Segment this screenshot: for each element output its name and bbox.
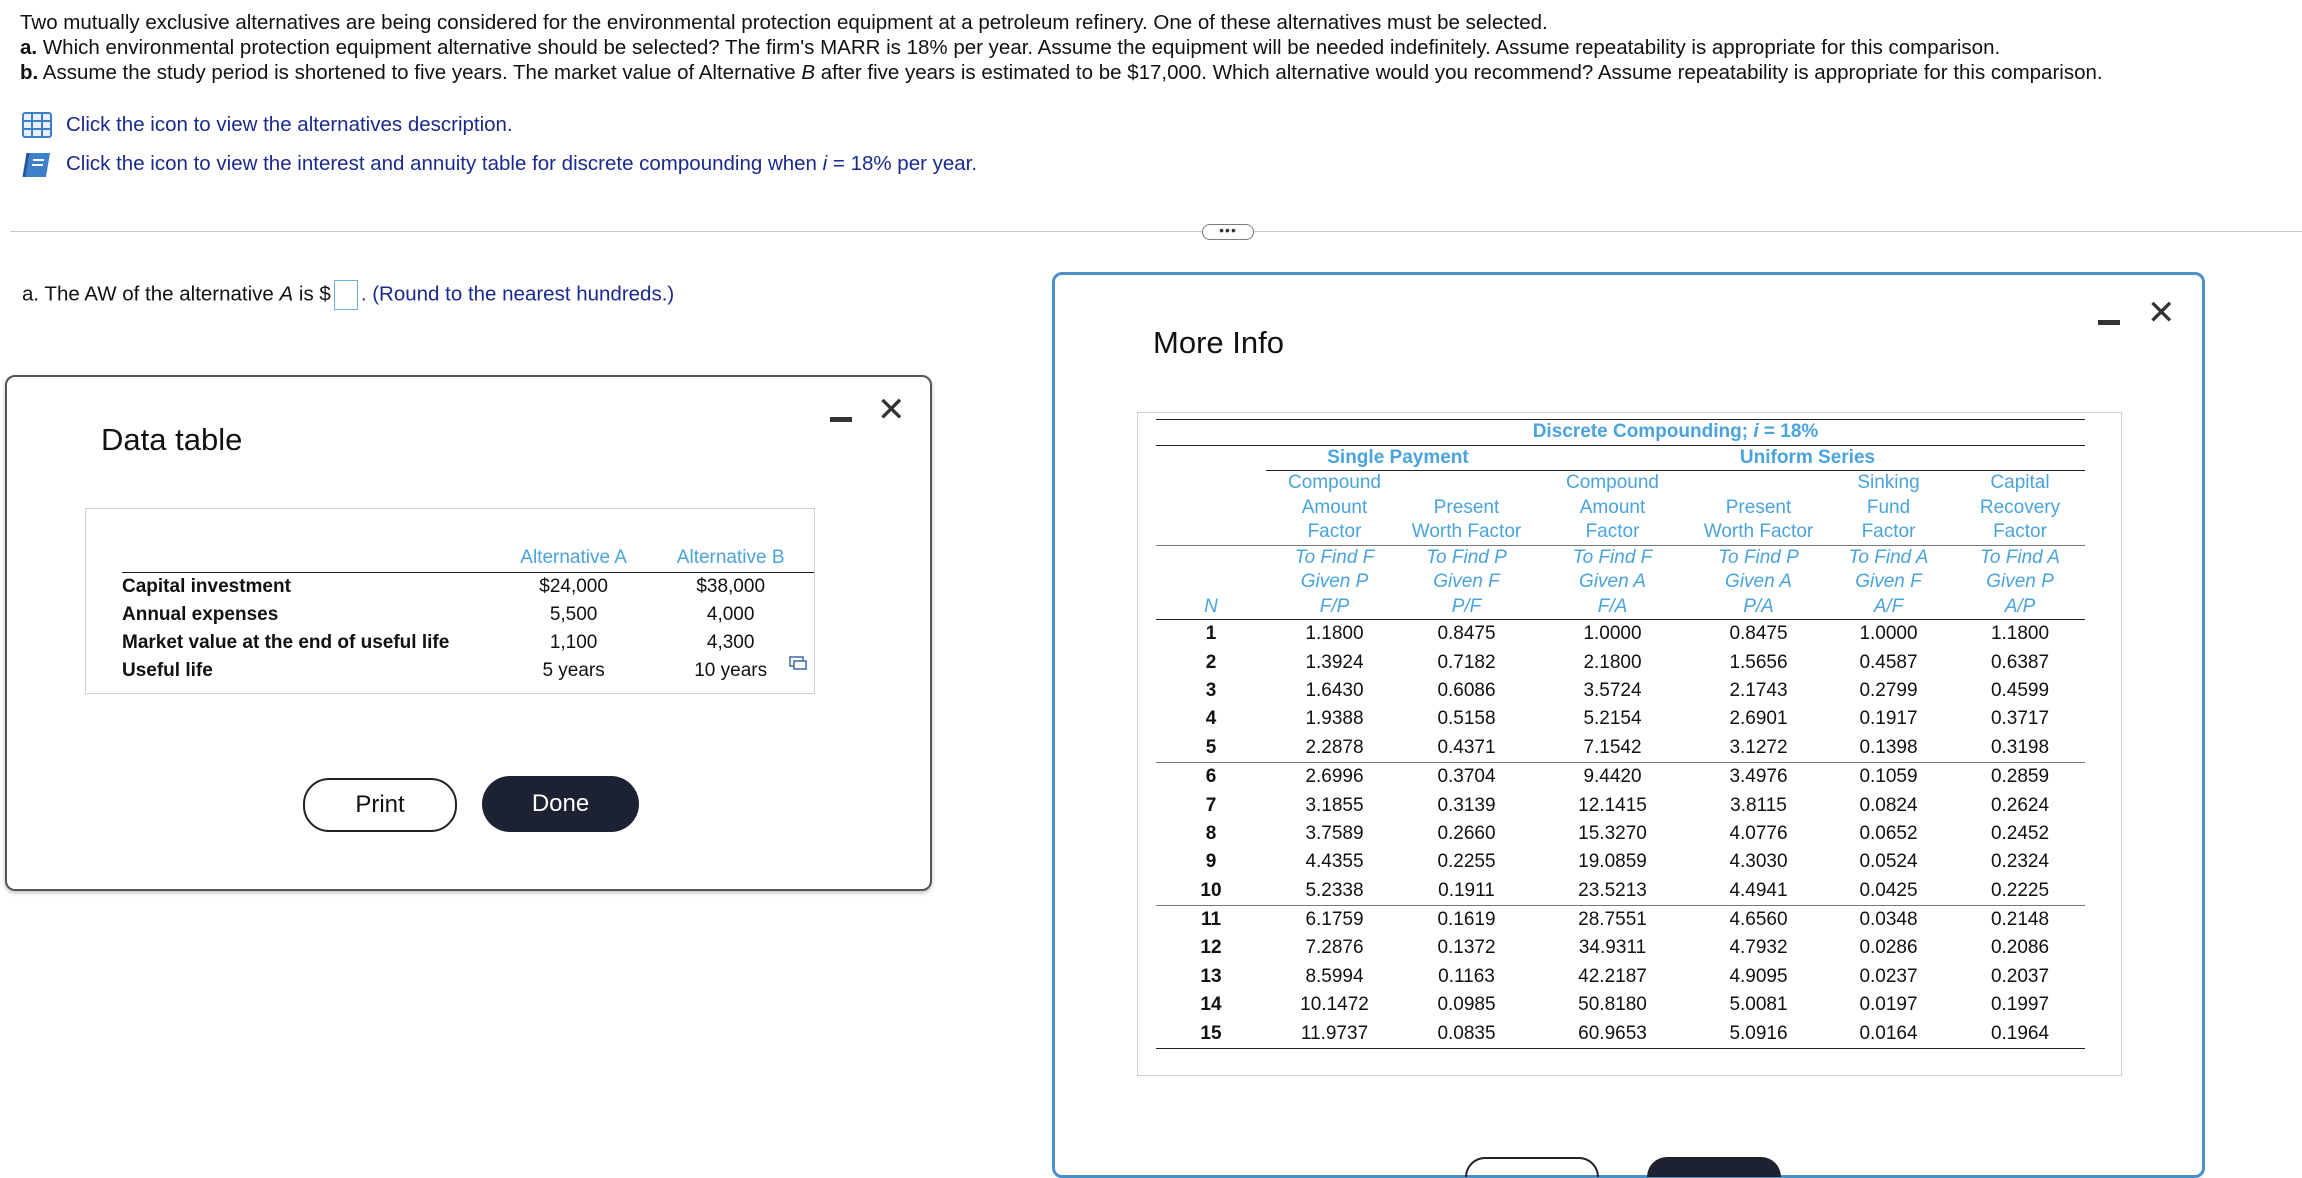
factor-cell: 5.2338	[1266, 877, 1403, 906]
period-cell: 4	[1205, 708, 1217, 730]
period-cell: 10	[1156, 877, 1266, 906]
factor-cell: 1.0000	[1583, 623, 1642, 645]
table-row	[1156, 820, 2085, 848]
dialog-title: Data table	[101, 422, 243, 457]
group-uniform-series: Uniform Series	[1530, 445, 2085, 471]
factor-cell: 0.2086	[1990, 937, 2050, 959]
table-row: Useful life 5 years 10 years	[122, 660, 768, 681]
minimize-icon[interactable]	[2098, 320, 2120, 325]
period-cell: 15	[1156, 1019, 1266, 1048]
factor-cell: 0.2225	[1955, 877, 2085, 906]
header-alternative-a: Alternative A	[500, 544, 647, 573]
factor-cell: 0.2660	[1437, 822, 1496, 844]
factor-cell: 1.1800	[1305, 623, 1364, 645]
header-alternative-b: Alternative B	[647, 544, 814, 573]
factor-cell: 0.3704	[1437, 766, 1496, 788]
factor-cell: 28.7551	[1578, 909, 1647, 931]
n-header: N	[1156, 545, 1266, 620]
factor-cell: 5.2154	[1583, 708, 1642, 730]
period-cell: 8	[1205, 822, 1217, 844]
factor-cell: 0.1964	[1955, 1019, 2085, 1048]
factor-cell: 0.0348	[1859, 909, 1918, 931]
factor-cell: 4.4355	[1305, 851, 1364, 873]
table-row	[1156, 791, 2085, 819]
close-icon[interactable]: ✕	[2147, 294, 2176, 332]
factor-cell: 0.0824	[1859, 794, 1918, 816]
table-title: Discrete Compounding; i = 18%	[1266, 420, 2085, 446]
factor-cell: 0.1619	[1437, 909, 1496, 931]
factor-cell: 0.5158	[1437, 708, 1496, 730]
table-row	[1156, 677, 2085, 705]
table-row: Capital investment $24,000 $38,000	[122, 576, 766, 597]
factor-cell: 0.8475	[1437, 623, 1496, 645]
alternatives-link[interactable]: Click the icon to view the alternatives description.	[22, 112, 513, 138]
factor-cell: 0.0985	[1437, 994, 1496, 1016]
factor-cell: 0.1917	[1859, 708, 1918, 730]
factor-cell: 0.2324	[1990, 851, 2050, 873]
group-single-payment: Single Payment	[1266, 445, 1530, 471]
table-row	[1156, 848, 2085, 876]
factor-cell: 23.5213	[1530, 877, 1695, 906]
period-cell: 5	[1156, 734, 1266, 763]
factor-cell: 6.1759	[1305, 909, 1364, 931]
factor-cell: 0.8475	[1729, 623, 1788, 645]
factor-cell: 2.6996	[1305, 766, 1364, 788]
factor-cell: 0.2452	[1990, 822, 2050, 844]
factor-cell: 0.3139	[1437, 794, 1496, 816]
factor-cell: 0.2037	[1990, 965, 2050, 987]
factor-cell: 2.1743	[1729, 679, 1788, 701]
factor-cell: 0.1372	[1437, 937, 1496, 959]
factor-cell: 2.6901	[1729, 708, 1788, 730]
period-cell: 3	[1205, 679, 1217, 701]
table-grid-icon[interactable]	[22, 112, 52, 138]
factor-cell: 1.1800	[1990, 623, 2050, 645]
factor-cell: 4.0776	[1729, 822, 1788, 844]
factor-cell: 3.4976	[1729, 766, 1788, 788]
minimize-icon[interactable]	[830, 417, 852, 422]
factor-cell: 0.3198	[1955, 734, 2085, 763]
period-cell: 12	[1200, 937, 1222, 959]
factor-cell: 10.1472	[1300, 994, 1369, 1016]
table-row	[1156, 1019, 2085, 1048]
factor-cell: 0.3717	[1990, 708, 2050, 730]
factor-cell: 0.4599	[1990, 679, 2050, 701]
factor-cell: 4.7932	[1729, 937, 1788, 959]
factor-cell: 0.1059	[1859, 766, 1918, 788]
interest-table-container	[1137, 412, 2122, 1076]
table-row	[1156, 705, 2085, 733]
table-row	[1156, 963, 2085, 991]
interest-table-link[interactable]: Click the icon to view the interest and annuity table for discrete compounding when i = 18% per year.	[22, 151, 977, 177]
factor-cell: 0.0164	[1822, 1019, 1955, 1048]
factor-cell: 0.1911	[1403, 877, 1530, 906]
factor-cell: 0.2255	[1437, 851, 1496, 873]
factor-cell: 0.0197	[1859, 994, 1918, 1016]
factor-cell: 0.6387	[1990, 651, 2050, 673]
factor-cell: 11.9737	[1266, 1019, 1403, 1048]
alternatives-table	[122, 544, 814, 685]
factor-cell: 0.2624	[1990, 794, 2050, 816]
factor-cell: 0.0286	[1859, 937, 1918, 959]
table-row	[1156, 648, 2085, 676]
factor-cell: 0.2859	[1990, 766, 2050, 788]
section-divider	[10, 231, 2302, 232]
more-info-dialog	[1052, 272, 2205, 1178]
close-icon[interactable]: ✕	[877, 391, 906, 429]
factor-cell: 1.6430	[1305, 679, 1364, 701]
table-row	[1156, 762, 2085, 791]
data-table-container	[85, 508, 815, 694]
table-row	[1156, 620, 2085, 649]
factor-cell: 8.5994	[1305, 965, 1364, 987]
factor-cell: 0.1398	[1822, 734, 1955, 763]
factor-names-row: Compound Amount Factor Present Worth Factor Compound Amount Factor Present Worth Factor Sinking Fund Factor Capital Recovery Factor	[1156, 471, 2085, 546]
factor-cell: 0.0237	[1859, 965, 1918, 987]
factor-cell: 0.7182	[1437, 651, 1496, 673]
table-row	[1156, 877, 2085, 906]
factor-cell: 4.4941	[1695, 877, 1822, 906]
problem-part-b: b. Assume the study period is shortened to five years. The market value of Alternative B after five years is estimated to be $17,000. Which alternative would you recommend? Assume repeatability is appropriate for this comparison.	[20, 61, 2103, 84]
factor-cell: 5.0916	[1695, 1019, 1822, 1048]
factor-cell: 3.1272	[1695, 734, 1822, 763]
problem-intro: Two mutually exclusive alternatives are being considered for the environmental protection equipment at a petroleum refinery. One of these alternatives must be selected.	[20, 11, 1548, 34]
find-given-row: N To Find F Given P F/P To Find P Given F P/F To Find F Given A F/A To Find P Given A P/A To Find A Given F A/F To Find A Given P A/P	[1156, 545, 2085, 620]
table-row: Market value at the end of useful life 1,100 4,300	[122, 632, 755, 653]
period-cell: 14	[1200, 994, 1222, 1016]
part-a-question: a. The AW of the alternative A is $ . (Round to the nearest hundreds.)	[22, 280, 674, 310]
book-icon[interactable]	[22, 151, 52, 177]
factor-cell: 4.3030	[1729, 851, 1788, 873]
factor-table-body	[1156, 620, 2085, 1049]
aw-answer-input[interactable]	[334, 280, 358, 310]
factor-cell: 0.4371	[1403, 734, 1530, 763]
factor-cell: 3.8115	[1730, 794, 1787, 816]
factor-cell: 0.0425	[1822, 877, 1955, 906]
print-button[interactable]: Print	[303, 778, 457, 832]
factor-cell: 15.3270	[1578, 822, 1647, 844]
period-cell: 2	[1205, 651, 1217, 673]
period-cell: 11	[1200, 909, 1222, 931]
period-cell: 7	[1205, 794, 1217, 816]
done-button[interactable]	[1647, 1157, 1781, 1177]
table-row	[1156, 905, 2085, 934]
factor-cell: 0.0524	[1859, 851, 1918, 873]
factor-cell: 7.1542	[1530, 734, 1695, 763]
factor-cell: 50.8180	[1578, 994, 1647, 1016]
factor-cell: 3.7589	[1305, 822, 1364, 844]
factor-cell: 0.2799	[1859, 679, 1918, 701]
factor-cell: 34.9311	[1578, 937, 1647, 959]
factor-cell: 60.9653	[1530, 1019, 1695, 1048]
expand-ellipsis-button[interactable]: •••	[1202, 224, 1254, 240]
factor-cell: 0.0652	[1859, 822, 1918, 844]
factor-cell: 42.2187	[1578, 965, 1647, 987]
table-row	[1156, 934, 2085, 962]
factor-cell: 2.2878	[1266, 734, 1403, 763]
dialog-title: More Info	[1153, 325, 1284, 360]
interest-factor-table	[1156, 419, 2085, 1049]
factor-cell: 12.1415	[1578, 794, 1647, 816]
factor-cell: 19.0859	[1578, 851, 1647, 873]
factor-cell: 1.9388	[1305, 708, 1364, 730]
problem-part-a: a. Which environmental protection equipment alternative should be selected? The firm's MARR is 18% per year. Assume the equipment will be needed indefinitely. Assume repeatability is appropriate for this comparison.	[20, 36, 2001, 59]
done-button[interactable]: Done	[482, 776, 639, 832]
factor-cell: 1.5656	[1729, 651, 1788, 673]
factor-cell: 0.6086	[1437, 679, 1496, 701]
factor-cell: 0.1163	[1438, 965, 1495, 987]
factor-cell: 7.2876	[1305, 937, 1364, 959]
factor-cell: 3.1855	[1305, 794, 1364, 816]
factor-cell: 4.6560	[1729, 909, 1788, 931]
table-row	[1156, 991, 2085, 1019]
factor-cell: 0.1997	[1990, 994, 2050, 1016]
period-cell: 1	[1205, 623, 1217, 645]
factor-cell: 1.0000	[1859, 623, 1918, 645]
factor-cell: 0.2148	[1990, 909, 2050, 931]
factor-cell: 5.0081	[1729, 994, 1788, 1016]
table-row: Annual expenses 5,500 4,000	[122, 604, 755, 625]
data-table-dialog	[5, 375, 932, 891]
print-button[interactable]	[1465, 1157, 1599, 1177]
period-cell: 13	[1200, 965, 1222, 987]
problem-statement	[20, 10, 2280, 85]
period-cell: 9	[1205, 851, 1217, 873]
factor-cell: 0.4587	[1859, 651, 1918, 673]
factor-cell: 2.1800	[1583, 651, 1642, 673]
period-cell: 6	[1205, 766, 1217, 788]
factor-cell: 1.3924	[1305, 651, 1364, 673]
factor-cell: 9.4420	[1583, 766, 1642, 788]
factor-cell: 3.5724	[1583, 679, 1642, 701]
factor-cell: 4.9095	[1729, 965, 1788, 987]
table-row	[1156, 734, 2085, 763]
factor-cell: 0.0835	[1403, 1019, 1530, 1048]
